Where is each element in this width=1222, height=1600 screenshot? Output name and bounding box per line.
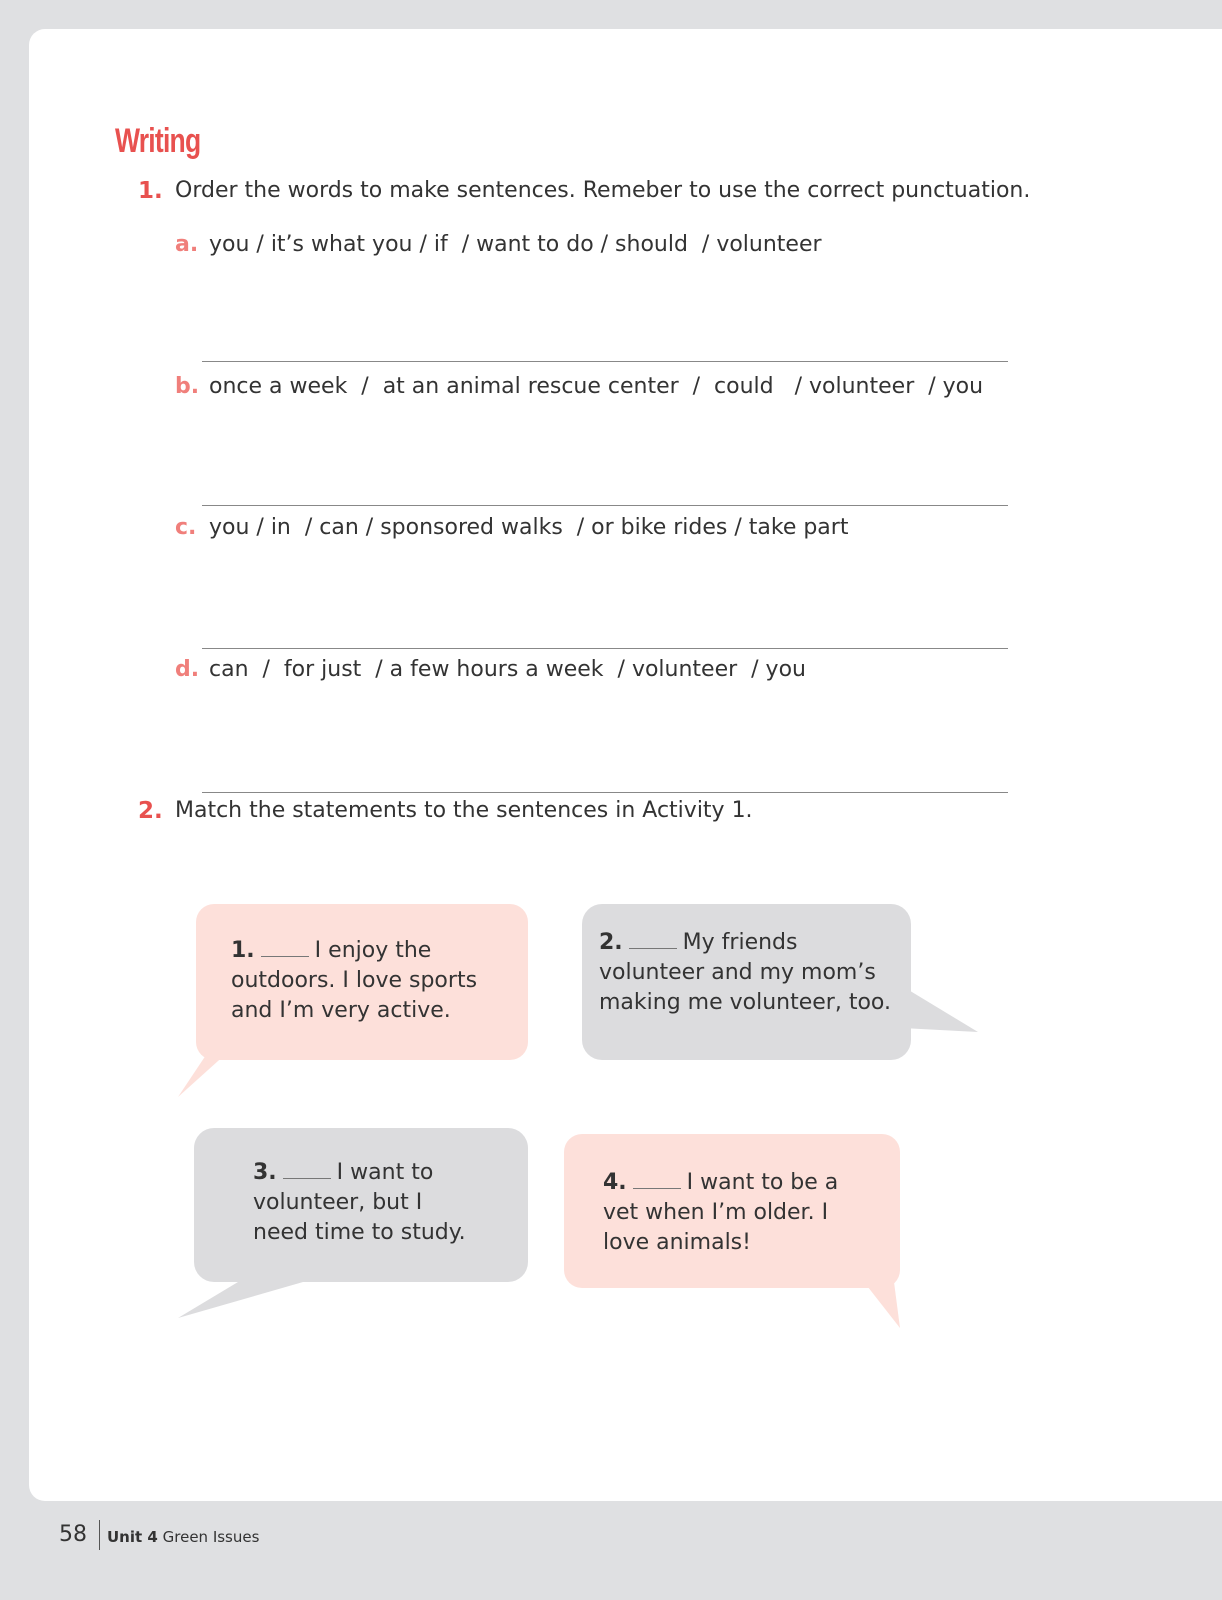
page-number: 58 [59, 1522, 87, 1547]
bubble-2-tail [902, 986, 978, 1032]
item-b-letter: b. [175, 374, 200, 399]
speech-bubble-3 [178, 1126, 530, 1322]
speech-bubble-1 [178, 902, 530, 1100]
item-a-text: you / it’s what you / if / want to do / should / volunteer [209, 232, 822, 257]
bubble-4-number: 4. [603, 1170, 627, 1195]
bubble-3-tail [178, 1276, 303, 1318]
answer-line-c[interactable] [202, 648, 1008, 649]
answer-line-b[interactable] [202, 505, 1008, 506]
bubble-2-number: 2. [599, 930, 623, 955]
bubble-1-number: 1. [231, 938, 255, 963]
item-d-text: can / for just / a few hours a week / volunteer / you [209, 657, 806, 682]
item-d-letter: d. [175, 657, 200, 682]
footer-unit [107, 1528, 259, 1546]
activity1-instruction: Order the words to make sentences. Remeber to use the correct punctuation. [175, 178, 1031, 203]
item-c-text: you / in / can / sponsored walks / or bike rides / take part [209, 515, 849, 540]
activity2-number: 2. [138, 798, 163, 824]
bubble-3-number: 3. [253, 1160, 277, 1185]
activity1-number: 1. [138, 178, 163, 204]
bubble-1-blank[interactable] [261, 940, 309, 957]
bubble-2-blank[interactable] [629, 932, 677, 949]
bubble-4-blank[interactable] [633, 1172, 681, 1189]
section-title: Writing [115, 122, 201, 160]
footer-unit-label: Unit 4 [107, 1528, 158, 1546]
bubble-3-blank[interactable] [283, 1162, 331, 1179]
speech-bubble-4 [564, 1132, 904, 1332]
item-c-letter: c. [175, 515, 197, 540]
item-a-letter: a. [175, 232, 199, 257]
bubble-3-text: 3. I want to volunteer, but I need time to study. [253, 1160, 466, 1245]
bubble-4-tail [864, 1282, 900, 1328]
bubble-2-text: 2. My friends volunteer and my mom’s making me volunteer, too. [599, 930, 891, 1015]
item-b-text: once a week / at an animal rescue center / could / volunteer / you [209, 374, 984, 399]
answer-line-a[interactable] [202, 361, 1008, 362]
answer-line-d[interactable] [202, 792, 1008, 793]
bubble-4-text: 4. I want to be a vet when I’m older. I love animals! [603, 1170, 839, 1255]
footer-divider [99, 1520, 100, 1550]
activity2-instruction: Match the statements to the sentences in Activity 1. [175, 798, 753, 823]
speech-bubble-2 [582, 902, 982, 1062]
bubble-1-text: 1. I enjoy the outdoors. I love sports and I’m very active. [231, 938, 478, 1023]
footer-unit-title: Green Issues [162, 1528, 260, 1546]
